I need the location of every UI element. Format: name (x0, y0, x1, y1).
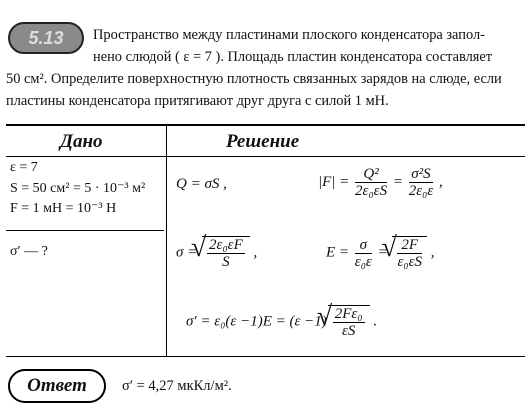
problem-line-4: пластины конденсатора притягивают друг друга с силой 1 мН. (6, 93, 389, 109)
table-bottom-rule (6, 356, 525, 357)
problem-number-badge: 5.13 (8, 22, 84, 54)
given-separator (6, 230, 164, 231)
given-force: F = 1 мН = 10⁻³ Н (10, 201, 117, 216)
given-epsilon: ε = 7 (10, 160, 38, 175)
given-area: S = 50 см² = 5 · 10⁻³ м² (10, 181, 146, 196)
table-top-rule (6, 124, 525, 126)
answer-label: Ответ (8, 369, 106, 403)
solution-header: Решение (226, 131, 300, 152)
formula-charge: Q = σS , (176, 176, 227, 192)
formula-sigma: σ = √ $\frac{\text{2ε₀εF}}{S}$ , (176, 236, 257, 270)
problem-line-1: Пространство между пластинами плоского конденсатора запол- (93, 27, 485, 43)
problem-line-3: 50 см². Определите поверхностную плотность связанных зарядов на слюде, если (6, 71, 502, 87)
formula-field: E = $\frac{\sigma}{\text{ε₀ε}}$ = √ $\frac{2F}{\text{ε₀εS}}$ , (326, 236, 435, 270)
header-rule (6, 156, 525, 157)
given-header: Дано (60, 131, 103, 152)
given-unknown: σ′ — ? (10, 244, 48, 259)
formula-bound-charge: σ′ = ε₀(ε −1)E = (ε −1) √ $\frac{\text{2Fε₀}}{\varepsilon S}$ . (186, 305, 377, 339)
answer-value: σ′ = 4,27 мкКл/м². (122, 378, 232, 394)
formula-force: |F| = $\frac{\text{Q²}}{\text{2ε₀εS}}$ = $\frac{\text{σ²S}}{\text{2ε₀ε}}$ , (318, 166, 443, 199)
problem-line-2: нено слюдой ( ε = 7 ). Площадь пластин конденсатора составляет (93, 49, 493, 65)
column-divider (166, 124, 167, 356)
